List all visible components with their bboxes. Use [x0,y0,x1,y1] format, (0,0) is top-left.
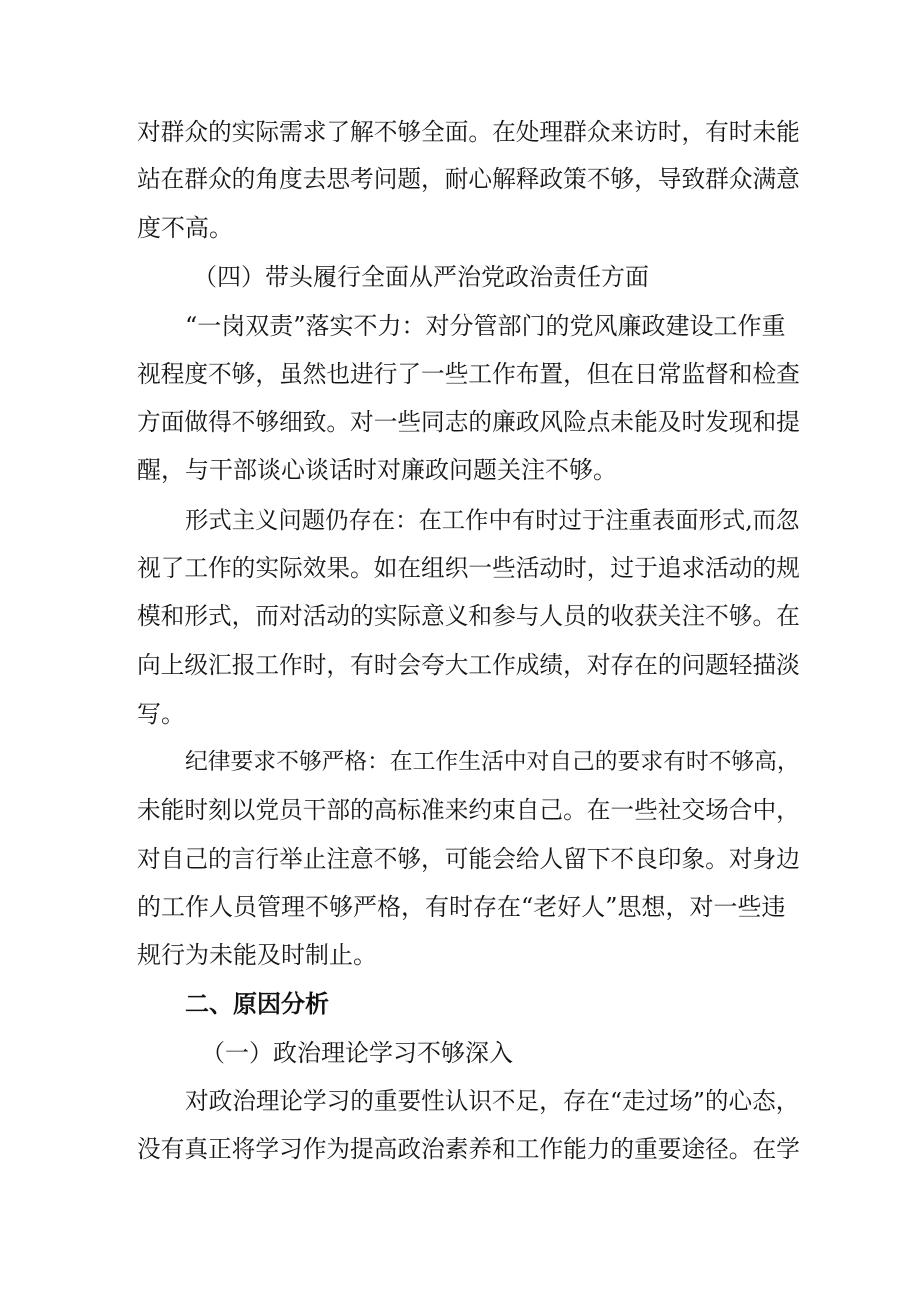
paragraph-line: 度不高。 [137,214,233,242]
paragraph-line: 对自己的言行举止注意不够，可能会给人留下不良印象。对身边 [137,845,800,873]
paragraph-line: 醒，与干部谈心谈话时对廉政问题关注不够。 [137,456,617,484]
paragraph-line: 视程度不够，虽然也进行了一些工作布置，但在日常监督和检查 [137,360,800,388]
subheading-1: （一）政治理论学习不够深入 [201,1039,513,1067]
paragraph-line: 方面做得不够细致。对一些同志的廉政风险点未能及时发现和提 [137,408,800,436]
paragraph-line: 未能时刻以党员干部的高标准来约束自己。在一些社交场合中， [137,796,800,824]
subheading-4: （四）带头履行全面从严治党政治责任方面 [193,263,649,291]
paragraph-line: 的工作人员管理不够严格，有时存在“老好人”思想，对一些违 [137,893,786,921]
paragraph-line: “一岗双责”落实不力：对分管部门的党风廉政建设工作重 [185,312,786,340]
section-heading-cause-analysis: 二、原因分析 [185,990,329,1018]
paragraph-line: 写。 [137,700,185,728]
paragraph-line: 视了工作的实际效果。如在组织一些活动时，过于追求活动的规 [137,554,800,582]
paragraph-line: 纪律要求不够严格：在工作生活中对自己的要求有时不够高， [185,749,800,775]
paragraph-line: 形式主义问题仍存在：在工作中有时过于注重表面形式,而忽 [185,506,800,534]
paragraph-line: 模和形式，而对活动的实际意义和参与人员的收获关注不够。在 [137,602,800,630]
paragraph-line: 向上级汇报工作时，有时会夸大工作成绩，对存在的问题轻描淡 [137,651,800,679]
paragraph-line: 没有真正将学习作为提高政治素养和工作能力的重要途径。在学 [137,1135,800,1163]
paragraph-line: 对政治理论学习的重要性认识不足，存在“走过场”的心态， [185,1087,800,1115]
paragraph-line: 站在群众的角度去思考问题，耐心解释政策不够，导致群众满意 [137,165,800,193]
paragraph-line: 对群众的实际需求了解不够全面。在处理群众来访时，有时未能 [137,118,800,146]
paragraph-line: 规行为未能及时制止。 [137,941,377,969]
